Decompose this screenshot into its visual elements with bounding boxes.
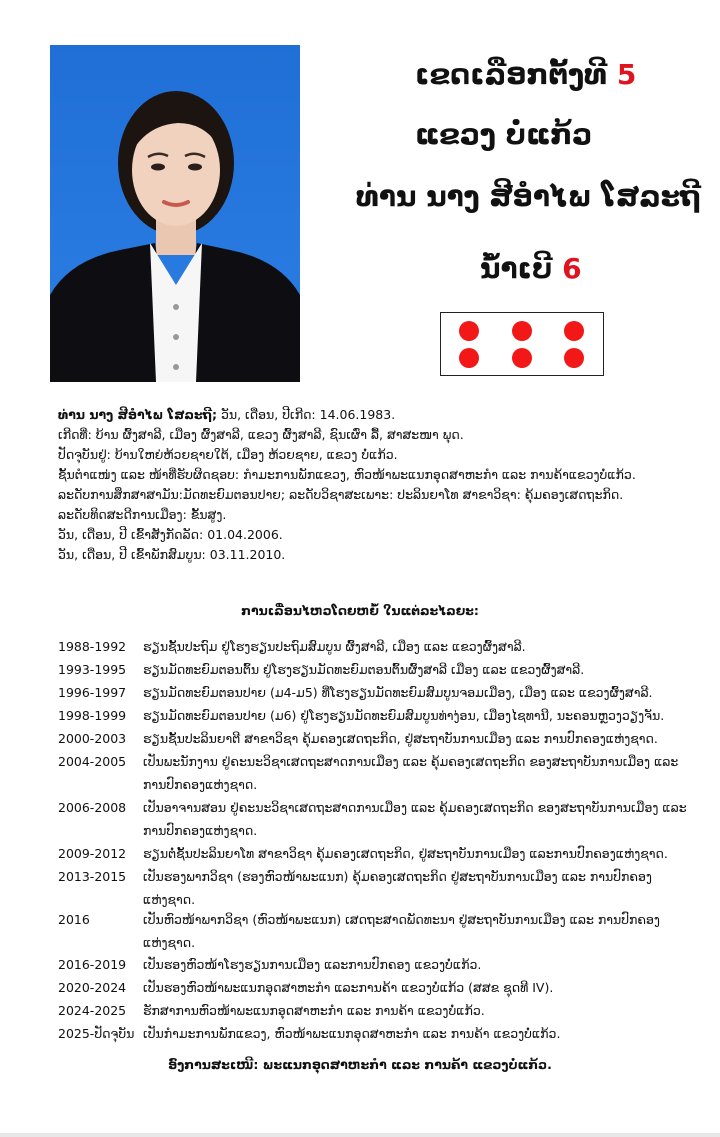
- timeline-text: ເປັນພະນັກງານ ຢູ່ຄະນະວິຊາເສດຖະສາດການເມືອງ ແລະ ຄຸ້ມຄອງເສດຖະກິດ ຂອງສະຖາບັນການເມືອງ ແລະ ການປົກຄອງແຫ່ງຊາດ.: [143, 754, 679, 792]
- timeline-year: 1996-1997: [58, 685, 127, 700]
- dice-pip: [459, 321, 479, 341]
- province-heading: ແຂວງ ບໍ່ແກ້ວ: [415, 118, 593, 151]
- district-label: ເຂດເລືອກຕັ້ງທີ: [415, 58, 608, 91]
- timeline-year: 2004-2005: [58, 754, 127, 769]
- info-party-date: ວັນ, ເດືອນ, ປີ ເຂົ້າພັກສົມບູນ: 03.11.2010.: [58, 547, 286, 562]
- candidate-name: ທ່ານ ນາງ ສີອໍາໄພ ໂສລະຖີ: [356, 180, 701, 213]
- ballot-number: [480, 252, 582, 286]
- timeline-year: 2006-2008: [58, 800, 127, 815]
- timeline-text: ເປັນຮອງຫົວໜ້າພະແນກອຸດສາຫະກໍາ ແລະການຄ້າ ແຂວງບໍ່ແກ້ວ (ສສຂ ຊຸດທີ IV).: [143, 980, 554, 995]
- timeline-text: ຮຽນມັດທະຍົມຕອນຕົ້ນ ຢູ່ໂຮງຮຽນມັດທະຍົມຕອນຕົ້ນຜົ້ງສາລີ ເມືອງ ແລະ ແຂວງຜົ້ງສາລີ.: [143, 662, 585, 677]
- timeline-year: 2025-ປັດຈຸບັນ: [58, 1026, 135, 1041]
- timeline-text: ເປັນອາຈານສອນ ຢູ່ຄະນະວິຊາເສດຖະສາດການເມືອງ ແລະ ຄຸ້ມຄອງເສດຖະກິດ ຂອງສະຖາບັນການເມືອງ ແລະ ການປົກຄອງແຫ່ງຊາດ.: [143, 800, 687, 838]
- timeline-text: ຮຽນມັດທະຍົມຕອນປາຍ (ມ4-ມ5) ທີ່ໂຮງຮຽນມັດທະຍົມສົມບູນຈອມເມືອງ, ເມືອງ ແລະ ແຂວງຜົ້ງສາລີ.: [143, 685, 653, 700]
- district-number: 5: [616, 58, 637, 91]
- timeline-title: ການເລື່ອນໄຫວໂດຍຫຍໍ້ ໃນແຕ່ລະໄລຍະ:: [241, 603, 479, 618]
- timeline-year: 2024-2025: [58, 1003, 127, 1018]
- info-political: ລະດັບທິດສະດີການເມືອງ: ຂັ້ນສູງ.: [58, 507, 227, 522]
- portrait-illustration: [50, 45, 300, 382]
- timeline-year: 2016: [58, 912, 90, 927]
- nominating-organization: ອົງການສະເໜີ: ພະແນກອຸດສາຫະກໍາ ແລະ ການຄ້າ ແຂວງບໍ່ແກ້ວ.: [168, 1057, 552, 1072]
- dice-pip: [512, 321, 532, 341]
- timeline-text: ຮຽນມັດທະຍົມຕອນປາຍ (ມ6) ຢູ່ໂຮງຮຽນມັດທະຍົມສົມບູນທ່າງ່ອນ, ເມືອງໄຊທານີ, ນະຄອນຫຼວງວຽງຈັນ.: [143, 708, 665, 723]
- dice-pip: [512, 348, 532, 368]
- timeline-text: ຮຽນຊັ້ນປະຖົມ ຢູ່ໂຮງຮຽນປະຖົມສົມບູນ ຜົ້ງສາລີ, ເມືອງ ແລະ ແຂວງຜົ້ງສາລີ.: [143, 639, 526, 654]
- district-heading: [415, 58, 636, 92]
- info-revolution-date: ວັນ, ເດືອນ, ປີ ເຂົ້າສັງກັດລັດ: 01.04.2006.: [58, 527, 283, 542]
- info-birthplace: ເກີດທີ່: ບ້ານ ຜົ້ງສາລີ, ເມືອງ ຜົ້ງສາລີ, ແຂວງ ຜົ້ງສາລີ, ຊົນເຜົ່າ ລື້, ສາສະໜາ ພຸດ.: [58, 427, 464, 442]
- timeline-year: 2009-2012: [58, 846, 127, 861]
- timeline-text: ຮຽນຊັ້ນປະລິນຍາຕີ ສາຂາວິຊາ ຄຸ້ມຄອງເສດຖະກິດ, ຢູ່ສະຖາບັນການເມືອງ ແລະ ການປົກຄອງແຫ່ງຊາດ.: [143, 731, 658, 746]
- timeline-year: 1993-1995: [58, 662, 127, 677]
- bottom-divider: [0, 1133, 720, 1137]
- dice-six-icon: [440, 312, 604, 376]
- ballot-number-value: 6: [562, 252, 582, 285]
- timeline-year: 2016-2019: [58, 957, 127, 972]
- info-position: ຊັ້ນຕໍາແໜ່ງ ແລະ ໜ້າທີ່ຮັບຜິດຊອບ: ກໍາມະການພັກແຂວງ, ຫົວໜ້າພະແນກອຸດສາຫະກໍາ ແລະ ການຄ້າແຂວງບໍ່ແກ້ວ.: [58, 467, 636, 482]
- timeline-year: 2000-2003: [58, 731, 127, 746]
- info-dob: ວັນ, ເດືອນ, ປີເກີດ: 14.06.1983.: [216, 407, 396, 422]
- timeline-text: ເປັນກໍາມະການພັກແຂວງ, ຫົວໜ້າພະແນກອຸດສາຫະກໍາ ແລະ ການຄ້າ ແຂວງບໍ່ແກ້ວ.: [143, 1026, 561, 1041]
- timeline-text: ຮຽນຕໍ່ຊັ້ນປະລິນຍາໂທ ສາຂາວິຊາ ຄຸ້ມຄອງເສດຖະກິດ, ຢູ່ສະຖາບັນການເມືອງ ແລະການປົກຄອງແຫ່ງຊາດ.: [143, 846, 668, 861]
- info-name: ທ່ານ ນາງ ສີອໍາໄພ ໂສລະຖີ;: [58, 407, 217, 422]
- timeline-year: 2013-2015: [58, 869, 127, 884]
- candidate-photo: [50, 45, 300, 382]
- timeline-text: ເປັນຮອງພາກວິຊາ (ຮອງຫົວໜ້າພະແນກ) ຄຸ້ມຄອງເສດຖະກິດ ຢູ່ສະຖາບັນການເມືອງ ແລະ ການປົກຄອງແຫ່ງຊາດ.: [143, 869, 652, 907]
- timeline-year: 1998-1999: [58, 708, 127, 723]
- info-address: ປັດຈຸບັນຢູ່: ບ້ານໃຫຍ່ຫ້ວຍຊາຍໃຕ້, ເມືອງ ຫ້ວຍຊາຍ, ແຂວງ ບໍ່ແກ້ວ.: [58, 447, 398, 462]
- info-education: ລະດັບການສຶກສາສາມັນ:ມັດທະຍົມຕອນປາຍ; ລະດັບວິຊາສະເພາະ: ປະລິນຍາໂທ ສາຂາວິຊາ: ຄຸ້ມຄອງເສດຖະກິດ.: [58, 487, 624, 502]
- dice-pip: [564, 348, 584, 368]
- name-dob-line: [58, 405, 698, 425]
- timeline-text: ຮັກສາການຫົວໜ້າພະແນກອຸດສາຫະກໍາ ແລະ ການຄ້າ ແຂວງບໍ່ແກ້ວ.: [143, 1003, 485, 1018]
- timeline-year: 1988-1992: [58, 639, 127, 654]
- timeline-text: ເປັນຮອງຫົວໜ້າໂຮງຮຽນການເມືອງ ແລະການປົກຄອງ ແຂວງບໍ່ແກ້ວ.: [143, 957, 482, 972]
- dice-pip: [564, 321, 584, 341]
- timeline-year: 2020-2024: [58, 980, 127, 995]
- ballot-number-label: ນໍ້າເບີ: [480, 252, 553, 285]
- personal-info: [58, 405, 698, 565]
- dice-pip: [459, 348, 479, 368]
- timeline-text: ເປັນຫົວໜ້າພາກວິຊາ (ຫົວໜ້າພະແນກ) ເສດຖະສາດພັດທະນາ ຢູ່ສະຖາບັນການເມືອງ ແລະ ການປົກຄອງແຫ່ງຊາດ.: [143, 912, 660, 950]
